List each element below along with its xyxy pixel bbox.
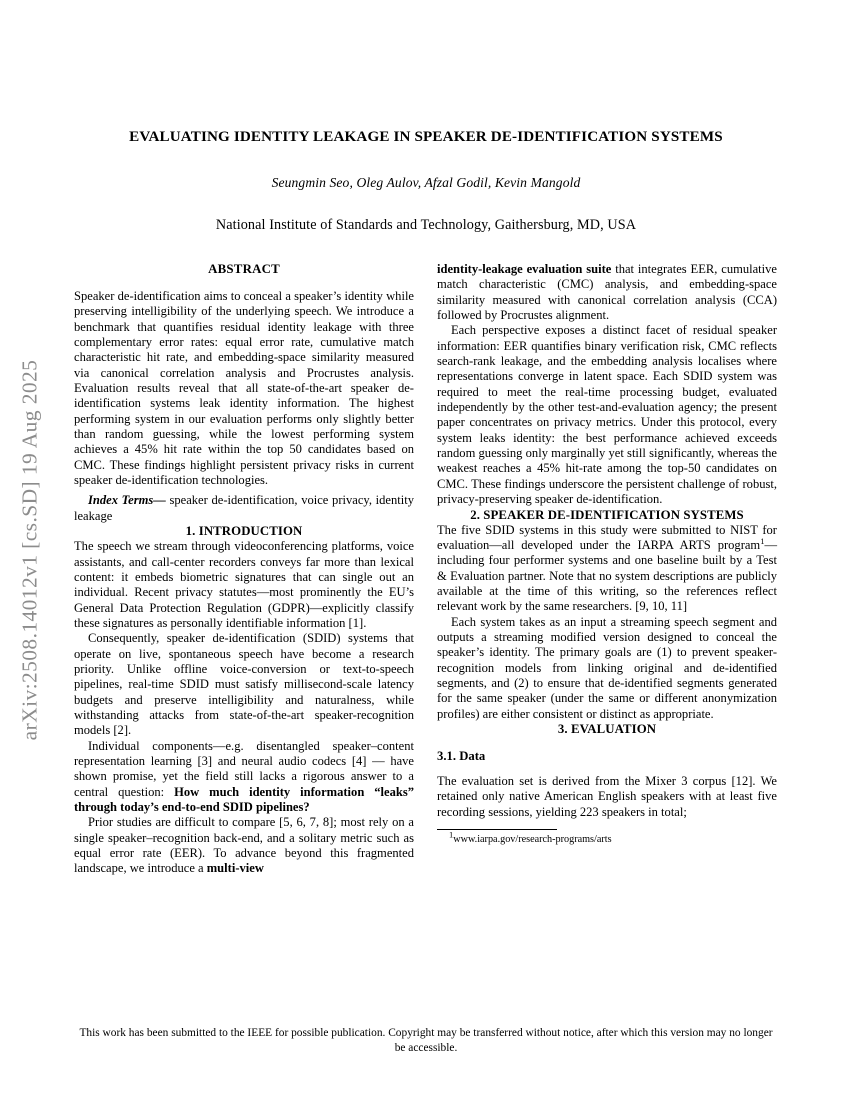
sdid-paragraph-1-tail: —including four performer systems and one baseline built by a Test & Evaluation partner. Note that no system descriptions are publicly available at the time of this writing, so the references reflect relevant work by the same researchers. [9, 10, 11] xyxy=(437,537,777,614)
intro-paragraph-4-lead: Prior studies are difficult to compare [5, 6, 7, 8]; most rely on a single speaker–recognition back-end, and a solitary metric such as equal error rate (EER). To advance beyond this fragmented landscape, we introduce a xyxy=(74,815,414,876)
intro-paragraph-4-tail: that integrates EER, cumulative match characteristic (CMC) analysis, and embedding-space similarity measured with canonical correlation analysis (CCA) followed by Procrustes alignment. xyxy=(437,262,777,323)
left-column xyxy=(74,262,414,877)
intro-paragraph-2: Consequently, speaker de-identification (SDID) systems that operate on live, spontaneous speech have become a research priority. Unlike offline voice-conversion or text-to-speech pipelines, real-time SDID must satisfy millisecond-scale latency budgets and preserve intelligibility and naturalness, while withstanding attacks from state-of-the-art speaker-recognition models [2]. xyxy=(74,631,414,738)
intro-research-question: How much identity information “leaks” through today’s end-to-end SDID pipelines? xyxy=(74,784,414,814)
index-terms-label: Index Terms— xyxy=(88,493,166,508)
footnote xyxy=(437,829,777,846)
sdid-paragraph-1-lead: The five SDID systems in this study were submitted to NIST for evaluation—all developed under the IARPA ARTS program xyxy=(437,522,777,552)
multi-view-term: multi-view xyxy=(206,861,264,876)
footnote-rule xyxy=(437,829,557,830)
intro-paragraph-3-lead: Individual components—e.g. disentangled speaker–content representation learning [3] and neural audio codecs [4] — have shown promise, yet the field still lacks a rigorous answer to a central question: xyxy=(74,738,414,799)
section-heading-introduction: 1. INTRODUCTION xyxy=(185,524,303,539)
footnote-marker: 1 xyxy=(449,829,454,840)
copyright-notice: This work has been submitted to the IEEE for possible publication. Copyright may be transferred without notice, after which this version may no longer be accessible. xyxy=(79,1027,773,1054)
index-terms-value: speaker de-identification, voice privacy, identity leakage xyxy=(74,493,414,523)
footnote-text xyxy=(437,829,777,846)
sdid-paragraph-2: Each system takes as an input a streaming speech segment and outputs a streaming modified version designed to conceal the speaker’s identity. The primary goals are (1) to prevent speaker-recognition models from linking original and de-identified segments, and (2) to ensure that de-identified segments generated for the same speaker (under the same or different anonymization profiles) are either consistent or distinct as appropriate. xyxy=(437,614,777,721)
page-title: EVALUATING IDENTITY LEAKAGE IN SPEAKER DE-IDENTIFICATION SYSTEMS xyxy=(129,129,723,145)
index-terms xyxy=(74,493,414,524)
abstract-body: Speaker de-identification aims to conceal a speaker’s identity while preserving intelligibility of the underlying speech. We introduce a benchmark that quantifies residual identity leakage with three complementary error rates: equal error rate, cumulative match characteristic hit rate, and embedding-space similarity measured via canonical correlation analysis and Procrustes analysis. Evaluation results reveal that all state-of-the-art speaker de-identification systems leak identity information. The highest performing system in our evaluation performs only slightly better than random guessing, while the lowest performing system achieves a 45% hit rate within the top 50 candidates based on CMC. These findings highlight persistent privacy risks in current speaker de-identification technologies. xyxy=(74,289,414,488)
title-block xyxy=(74,0,778,234)
intro-paragraph-4 xyxy=(74,815,414,876)
author-list: Seungmin Seo, Oleg Aulov, Afzal Godil, Kevin Mangold xyxy=(271,175,581,191)
two-column-body xyxy=(74,262,778,877)
intro-paragraph-1: The speech we stream through videoconferencing platforms, voice assistants, and call-center recorders conveys far more than lexical content: it embeds biometric signatures that can single out an individual. Recent privacy statutes—most prominently the EU’s General Data Protection Regulation (GDPR)—explicitly classify these signatures as personally identifiable information [1]. xyxy=(74,539,414,630)
footnote-marker-inline: 1 xyxy=(760,535,765,546)
intro-paragraph-3 xyxy=(74,739,414,816)
subsection-heading-data: 3.1. Data xyxy=(437,748,486,763)
paper-page xyxy=(74,0,778,1100)
affiliation: National Institute of Standards and Technology, Gaithersburg, MD, USA xyxy=(215,217,637,234)
arxiv-stamp xyxy=(0,0,60,1100)
arxiv-stamp-text: arXiv:2508.14012v1 [cs.SD] 19 Aug 2025 xyxy=(17,359,42,741)
right-column xyxy=(437,262,777,877)
section-heading-evaluation: 3. EVALUATION xyxy=(557,721,657,736)
sdid-paragraph-1 xyxy=(437,523,777,615)
intro-paragraph-4-continued xyxy=(437,262,777,323)
intro-paragraph-5: Each perspective exposes a distinct facet of residual speaker information: EER quantifies binary verification risk, CMC reflects search-rank leakage, and the embedding analysis localises where representations converge in latent space. Each SDID system was required to meet the real-time processing budget, evaluated independently by the other test-and-evaluation agency; the present paper concentrates on privacy metrics. Under this protocol, every system leaks identity: the best performance achieved exceeds random guessing only marginally yet still significantly, whereas the weakest reaches a 45% hit-rate among the top-50 candidates on CMC. These findings underscore the persistent challenge of robust, privacy-preserving speaker de-identification. xyxy=(437,323,777,507)
footnote-url: www.iarpa.gov/research-programs/arts xyxy=(453,834,612,845)
evaluation-data-paragraph: The evaluation set is derived from the Mixer 3 corpus [12]. We retained only native American English speakers with at least five recording sessions, yielding 223 speakers in total; xyxy=(437,773,777,819)
evaluation-suite-term: identity-leakage evaluation suite xyxy=(437,262,612,276)
abstract-heading: ABSTRACT xyxy=(208,262,280,276)
section-heading-sdid-systems: 2. SPEAKER DE-IDENTIFICATION SYSTEMS xyxy=(470,507,744,522)
